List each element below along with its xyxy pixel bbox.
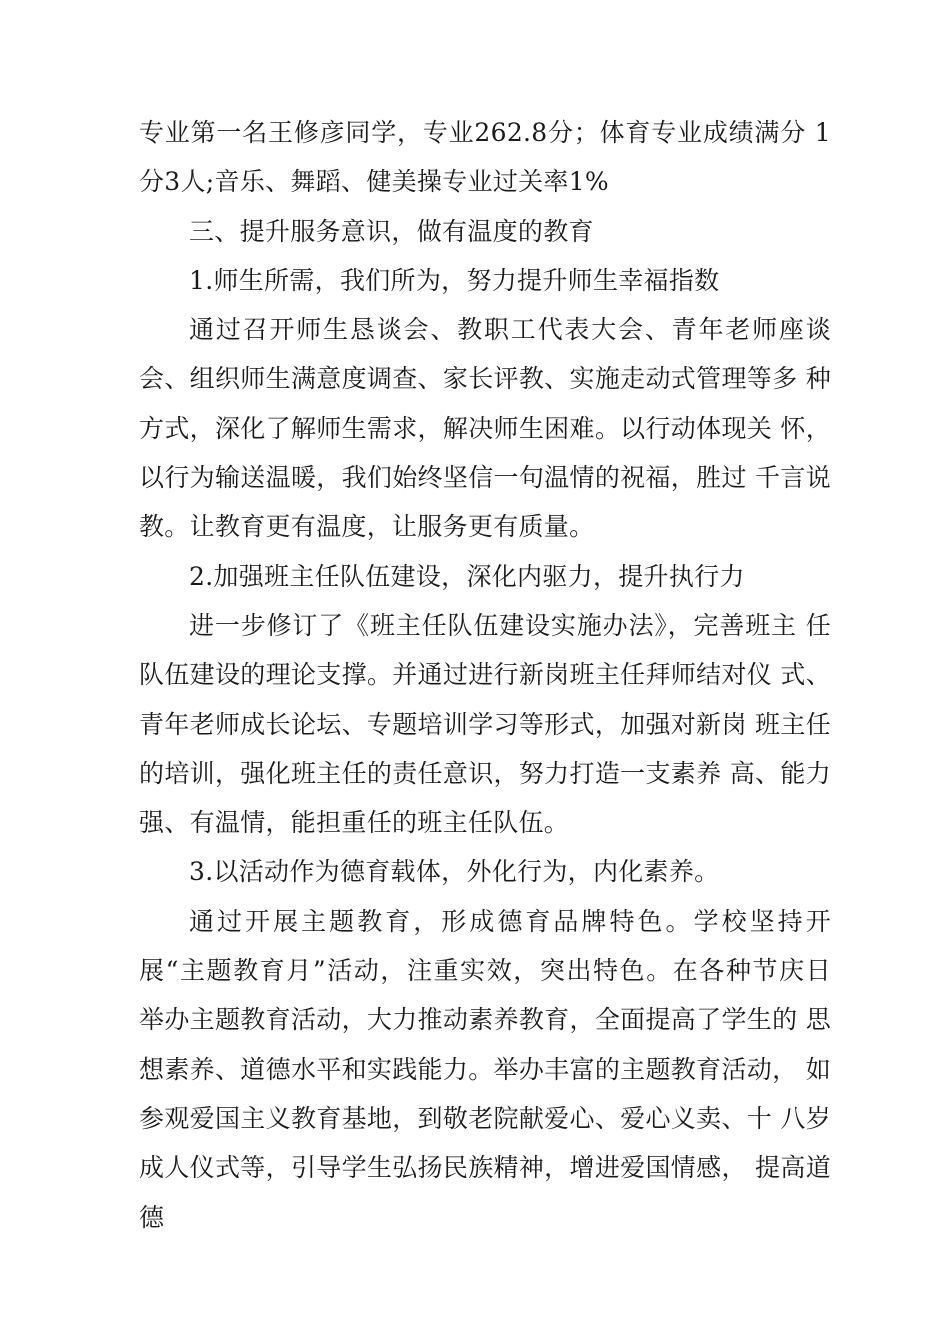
paragraph-2: 进一步修订了《班主任队伍建设实施办法》，完善班主 任队伍建设的理论支撑。并通过进行新岗班主任拜师结对仪 式、青年老师成长论坛、专题培训学习等形式，加强对新岗 班主任的培训，强化班主任的责任意识，努力打造一支素养 高、能力强、有温情，能担重任的班主任队伍。 [139, 610, 831, 838]
sub-heading-1: 1.师生所需，我们所为，努力提升师生幸福指数 [189, 265, 720, 295]
section-heading: 三、提升服务意识，做有温度的教育 [189, 216, 594, 246]
document-body [139, 108, 831, 1242]
paragraph-1: 通过召开师生恳谈会、教职工代表大会、青年老师座谈会、组织师生满意度调查、家长评教、实施走动式管理等多 种方式，深化了解师生需求，解决师生困难。以行动体现关 怀，以行为输送温暖，我们始终坚信一句温情的祝福，胜过 千言说教。让教育更有温度，让服务更有质量。 [139, 315, 831, 542]
sub-heading-3: 3.以活动作为德育载体，外化行为，内化素养。 [189, 857, 720, 887]
sub-heading-2: 2.加强班主任队伍建设，深化内驱力，提升执行力 [189, 561, 745, 591]
paragraph-3: 通过开展主题教育，形成德育品牌特色。学校坚持开展“主题教育月”活动，注重实效，突出特色。在各种节庆日 举办主题教育活动，大力推动素养教育，全面提高了学生的 思想素养、道德水平和实践能力。举办丰富的主题教育活动， 如参观爱国主义教育基地，到敬老院献爱心、爱心义卖、十 八岁成人仪式等，引导学生弘扬民族精神，增进爱国情感， 提高道德 [139, 906, 831, 1232]
paragraph-continued: 专业第一名王修彦同学，专业262.8分；体育专业成绩满分 1分3人;音乐、舞蹈、健美操专业过关率1% [139, 118, 831, 197]
